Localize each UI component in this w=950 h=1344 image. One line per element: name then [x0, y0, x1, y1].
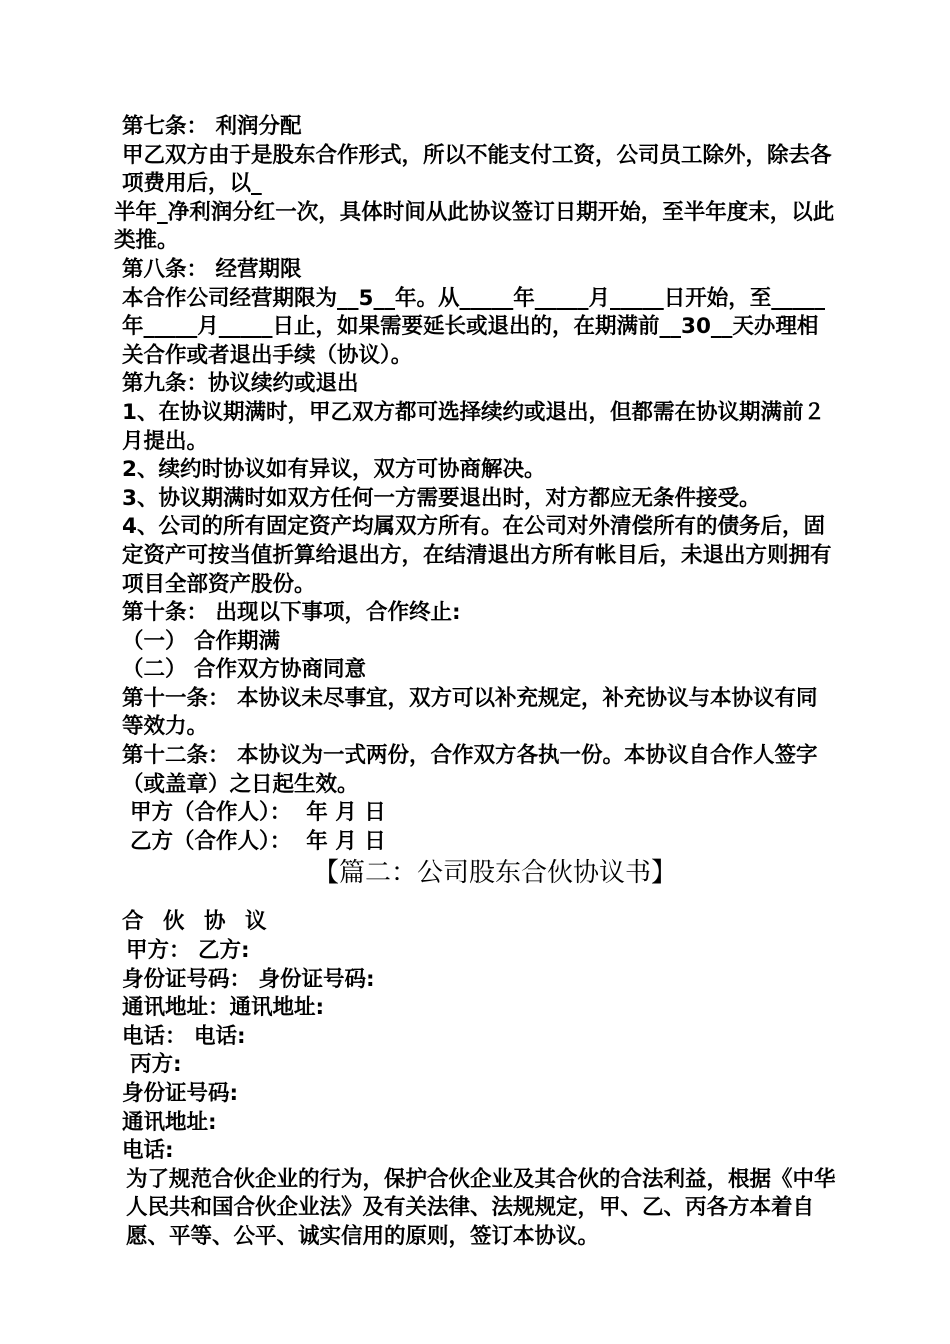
- article-9-item-4: 4、公司的所有固定资产均属双方所有。在公司对外清偿所有的债务后，固定资产可按当值折算给退出方，在结清退出方所有帐目后，未退出方则拥有项目全部资产股份。: [122, 514, 832, 597]
- address-c-line: 通讯地址:: [122, 1109, 217, 1135]
- article-10-item-1: （一） 合作期满: [122, 628, 280, 654]
- parties-a-b-line: 甲方： 乙方:: [126, 938, 250, 964]
- article-8-title: 第八条： 经营期限: [122, 256, 302, 282]
- agreement-title: 合 伙 协 议: [122, 909, 273, 935]
- article-7-text-2: 半年_净利润分红一次，具体时间从此协议签订日期开始，至半年度末，以此类推。: [114, 199, 835, 254]
- article-9-title: 第九条：协议续约或退出: [122, 371, 359, 397]
- article-7-title: 第七条： 利润分配: [122, 114, 302, 139]
- party-c-line: 丙方:: [130, 1052, 182, 1078]
- party-a-signature-line: 甲方（合作人）： 年 月 日: [130, 800, 386, 826]
- article-12-text: 第十二条： 本协议为一式两份，合作双方各执一份。本协议自合作人签字（或盖章）之日起生效。: [122, 743, 818, 797]
- party-b-signature-line: 乙方（合作人）： 年 月 日: [130, 828, 386, 854]
- article-10-title: 第十条： 出现以下事项，合作终止:: [122, 600, 461, 626]
- article-8-text: 本合作公司经营期限为__5__年。从_____年_____月_____日开始，至_____年_____月_____日止，如果需要延长或退出的，在期满前__30__天办理相关合作或者退出手续（协议）。: [122, 285, 825, 368]
- article-9-item-3: 3、协议期满时如双方任何一方需要退出时，对方都应无条件接受。: [122, 485, 761, 511]
- article-9-item-1: 1、在协议期满时，甲乙双方都可选择续约或退出，但都需在协议期满前２月提出。: [122, 399, 825, 454]
- article-9-item-2: 2、续约时协议如有异议，双方可协商解决。: [122, 457, 546, 483]
- article-10-item-2: （二） 合作双方协商同意: [122, 657, 366, 683]
- preamble-text: 为了规范合伙企业的行为，保护合伙企业及其合伙的合法利益，根据《中华人民共和国合伙企业法》及有关法律、法规规定，甲、乙、丙各方本着自愿、平等、公平、诚实信用的原则，签订本协议。: [126, 1166, 836, 1249]
- article-7-text-1: 甲乙双方由于是股东合作形式，所以不能支付工资，公司员工除外，除去各项费用后，以_: [122, 142, 832, 197]
- phone-c-line: 电话:: [122, 1138, 174, 1164]
- phone-a-b-line: 电话： 电话:: [122, 1023, 246, 1049]
- article-11-text: 第十一条： 本协议未尽事宜，双方可以补充规定，补充协议与本协议有同等效力。: [122, 685, 818, 740]
- section-heading: 【篇二：公司股东合伙协议书】: [312, 858, 677, 889]
- id-number-a-b-line: 身份证号码： 身份证号码:: [122, 966, 375, 992]
- id-number-c-line: 身份证号码:: [122, 1081, 239, 1106]
- address-a-b-line: 通讯地址：通讯地址:: [122, 995, 325, 1021]
- document-body: [114, 113, 836, 1252]
